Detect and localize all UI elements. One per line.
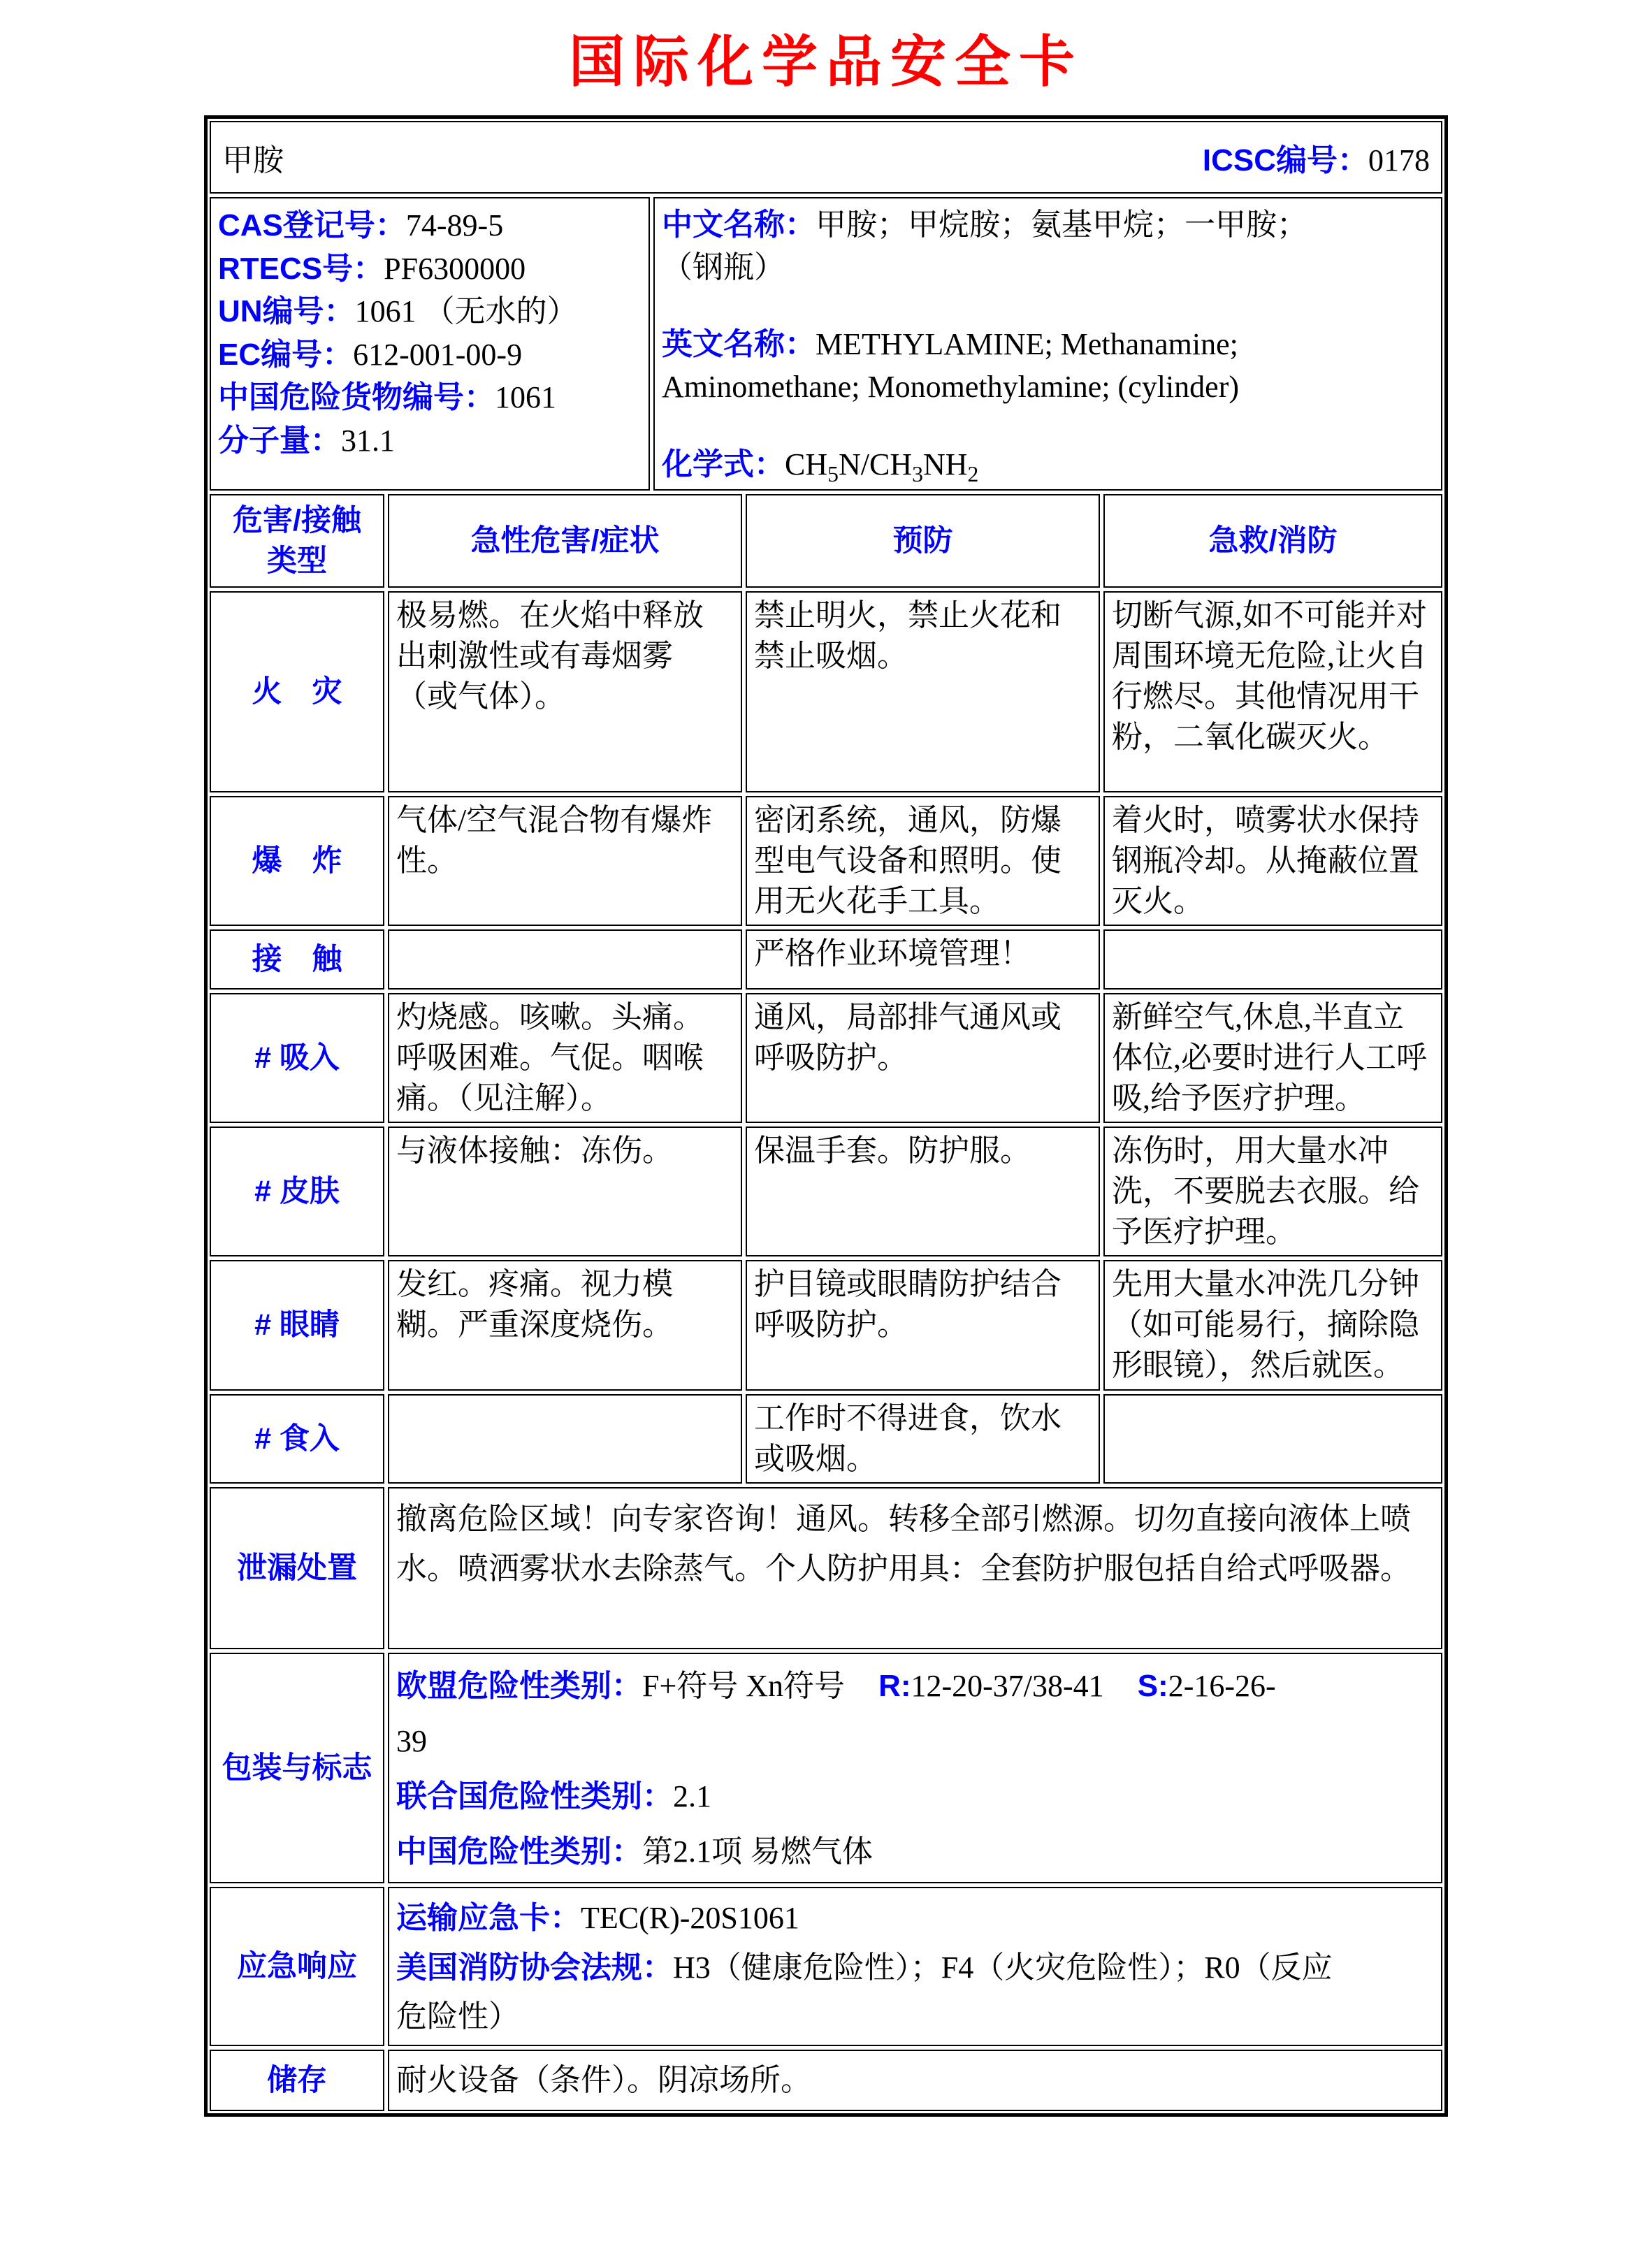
row-fire-prevention: 禁止明火，禁止火花和禁止吸烟。 [746, 591, 1100, 792]
row-eyes-symptoms: 发红。疼痛。视力模糊。严重深度烧伤。 [388, 1260, 742, 1390]
english-name-line [662, 324, 1434, 408]
china-classification-line [396, 1824, 1434, 1879]
row-fire-symptoms: 极易燃。在火焰中释放出刺激性或有毒烟雾（或气体）。 [388, 591, 742, 792]
packaging-section-label: 包装与标志 [210, 1653, 384, 1884]
formula-line [662, 444, 1434, 486]
row-ingestion-prevention: 工作时不得进食，饮水或吸烟。 [746, 1394, 1100, 1484]
row-skin-prevention: 保温手套。防护服。 [746, 1126, 1100, 1256]
ec-number-value: 612-001-00-9 [353, 337, 523, 372]
row-inhalation-first-aid: 新鲜空气,休息,半直立体位,必要时进行人工呼吸,给予医疗护理。 [1103, 993, 1442, 1123]
china-dg-number-label: 中国危险货物编号： [218, 380, 495, 415]
rtecs-number-line [218, 247, 642, 291]
icsc-number-value: 0178 [1368, 143, 1430, 178]
row-eyes-label: # 眼睛 [210, 1260, 384, 1390]
emergency-section-content [388, 1887, 1442, 2045]
page-title: 国际化学品安全卡 [569, 32, 1083, 94]
english-name-label: 英文名称： [662, 327, 816, 362]
s-phrases-label: S: [1137, 1668, 1168, 1703]
un-classification-value: 2.1 [673, 1779, 711, 1814]
row-explosion-symptoms: 气体/空气混合物有爆炸性。 [388, 796, 742, 926]
row-contact-symptoms [388, 929, 742, 990]
transport-emergency-card-value: TEC(R)-20S1061 [581, 1901, 799, 1936]
cas-number-value: 74-89-5 [405, 208, 504, 242]
spill-section-text: 撤离危险区域！向专家咨询！通风。转移全部引燃源。切勿直接向液体上喷水。喷洒雾状水去除蒸气。个人防护用具：全套防护服包括自给式呼吸器。 [388, 1487, 1442, 1649]
english-name-value: METHYLAMINE; Methanamine; [816, 327, 1238, 362]
row-fire-first-aid: 切断气源,如不可能并对周围环境无危险,让火自行燃尽。其他情况用干粉，二氧化碳灭火。 [1103, 591, 1442, 792]
china-dg-number-value: 1061 [495, 380, 556, 415]
hazard-table [210, 494, 1442, 1484]
r-phrases-label: R: [878, 1668, 911, 1703]
registry-numbers-cell [210, 197, 650, 491]
molecular-weight-label: 分子量： [218, 423, 341, 458]
nfpa-code-label: 美国消防协会法规： [396, 1950, 673, 1985]
chemical-name: 甲胺 [222, 143, 284, 178]
eu-classification-label: 欧盟危险性类别： [396, 1668, 642, 1703]
bottom-sections [210, 1487, 1442, 2111]
transport-emergency-card-line [396, 1894, 1434, 1943]
header-first-aid: 急救/消防 [1103, 494, 1442, 588]
formula-value: $CH_5N/CH_3NH_2$ [785, 447, 979, 486]
row-ingestion-symptoms [388, 1394, 742, 1484]
row-contact-label: 接 触 [210, 929, 384, 990]
packaging-section-content [388, 1653, 1442, 1884]
china-classification-label: 中国危险性类别： [396, 1834, 642, 1869]
chinese-name-value-2: （钢瓶） [662, 249, 785, 284]
cas-number-label: CAS登记号： [218, 208, 406, 242]
row-skin-label: # 皮肤 [210, 1126, 384, 1256]
row-contact-prevention: 严格作业环境管理！ [746, 929, 1100, 990]
chemical-names-cell [653, 197, 1442, 491]
row-ingestion-label: # 食入 [210, 1394, 384, 1484]
ec-number-label: EC编号： [218, 337, 354, 372]
transport-emergency-card-label: 运输应急卡： [396, 1901, 581, 1936]
row-inhalation-prevention: 通风，局部排气通风或呼吸防护。 [746, 993, 1100, 1123]
s-phrases-value-2: 39 [396, 1723, 427, 1758]
r-phrases-value: 12-20-37/38-41 [911, 1668, 1104, 1703]
row-skin-symptoms: 与液体接触：冻伤。 [388, 1126, 742, 1256]
row-inhalation-label: # 吸入 [210, 993, 384, 1123]
china-classification-value: 第2.1项 易燃气体 [642, 1834, 873, 1869]
emergency-section-label: 应急响应 [210, 1887, 384, 2045]
rtecs-number-value: PF6300000 [384, 251, 526, 286]
china-dg-number-line [218, 376, 642, 419]
chemical-header-row [210, 121, 1442, 194]
nfpa-code-line [396, 1943, 1347, 2042]
row-explosion-label: 爆 炸 [210, 796, 384, 926]
cas-number-line [218, 204, 642, 247]
formula-label: 化学式： [662, 447, 785, 481]
spill-section-label: 泄漏处置 [210, 1487, 384, 1649]
un-number-label: UN编号： [218, 294, 355, 329]
header-symptoms: 急性危害/症状 [388, 494, 742, 588]
chinese-name-value: 甲胺；甲烷胺；氨基甲烷；一甲胺； [816, 208, 1307, 242]
icsc-number-group [1203, 135, 1430, 180]
icsc-number-label: ICSC编号： [1202, 143, 1368, 178]
storage-section-label: 储存 [210, 2050, 384, 2111]
un-number-line [218, 290, 642, 333]
row-explosion-prevention: 密闭系统，通风，防爆型电气设备和照明。使用无火花手工具。 [746, 796, 1100, 926]
molecular-weight-value: 31.1 [341, 423, 395, 458]
identification-section [210, 197, 1442, 491]
row-explosion-first-aid: 着火时，喷雾状水保持钢瓶冷却。从掩蔽位置灭火。 [1103, 796, 1442, 926]
un-classification-label: 联合国危险性类别： [396, 1779, 673, 1814]
nfpa-code-value: H3（健康危险性）；F4（火灾危险性）；R0（反应危险性） [396, 1950, 1333, 2034]
row-inhalation-symptoms: 灼烧感。咳嗽。头痛。呼吸困难。气促。咽喉痛。（见注解）。 [388, 993, 742, 1123]
row-contact-first-aid [1103, 929, 1442, 990]
s-phrases-value: 2-16-26- [1168, 1668, 1276, 1703]
chinese-name-line [662, 204, 1434, 289]
rtecs-number-label: RTECS号： [218, 251, 384, 286]
storage-section-text: 耐火设备（条件）。阴凉场所。 [388, 2050, 1442, 2111]
eu-classification-line [396, 1658, 1434, 1769]
row-skin-first-aid: 冻伤时，用大量水冲洗，不要脱去衣服。给予医疗护理。 [1103, 1126, 1442, 1256]
icsc-card [204, 115, 1448, 2117]
chinese-name-label: 中文名称： [662, 208, 816, 242]
header-hazard-type: 危害/接触类型 [210, 494, 384, 588]
header-prevention: 预防 [746, 494, 1100, 588]
row-fire-label: 火 灾 [210, 591, 384, 792]
eu-classification-value: F+符号 Xn符号 [642, 1668, 846, 1703]
row-ingestion-first-aid [1103, 1394, 1442, 1484]
row-eyes-first-aid: 先用大量水冲洗几分钟（如可能易行，摘除隐形眼镜），然后就医。 [1103, 1260, 1442, 1390]
molecular-weight-line [218, 419, 642, 463]
ec-number-line [218, 333, 642, 377]
un-number-value: 1061 （无水的） [354, 294, 578, 329]
un-classification-line [396, 1769, 1434, 1824]
row-eyes-prevention: 护目镜或眼睛防护结合呼吸防护。 [746, 1260, 1100, 1390]
english-name-value-2: Aminomethane; Monomethylamine; (cylinder) [662, 370, 1240, 405]
